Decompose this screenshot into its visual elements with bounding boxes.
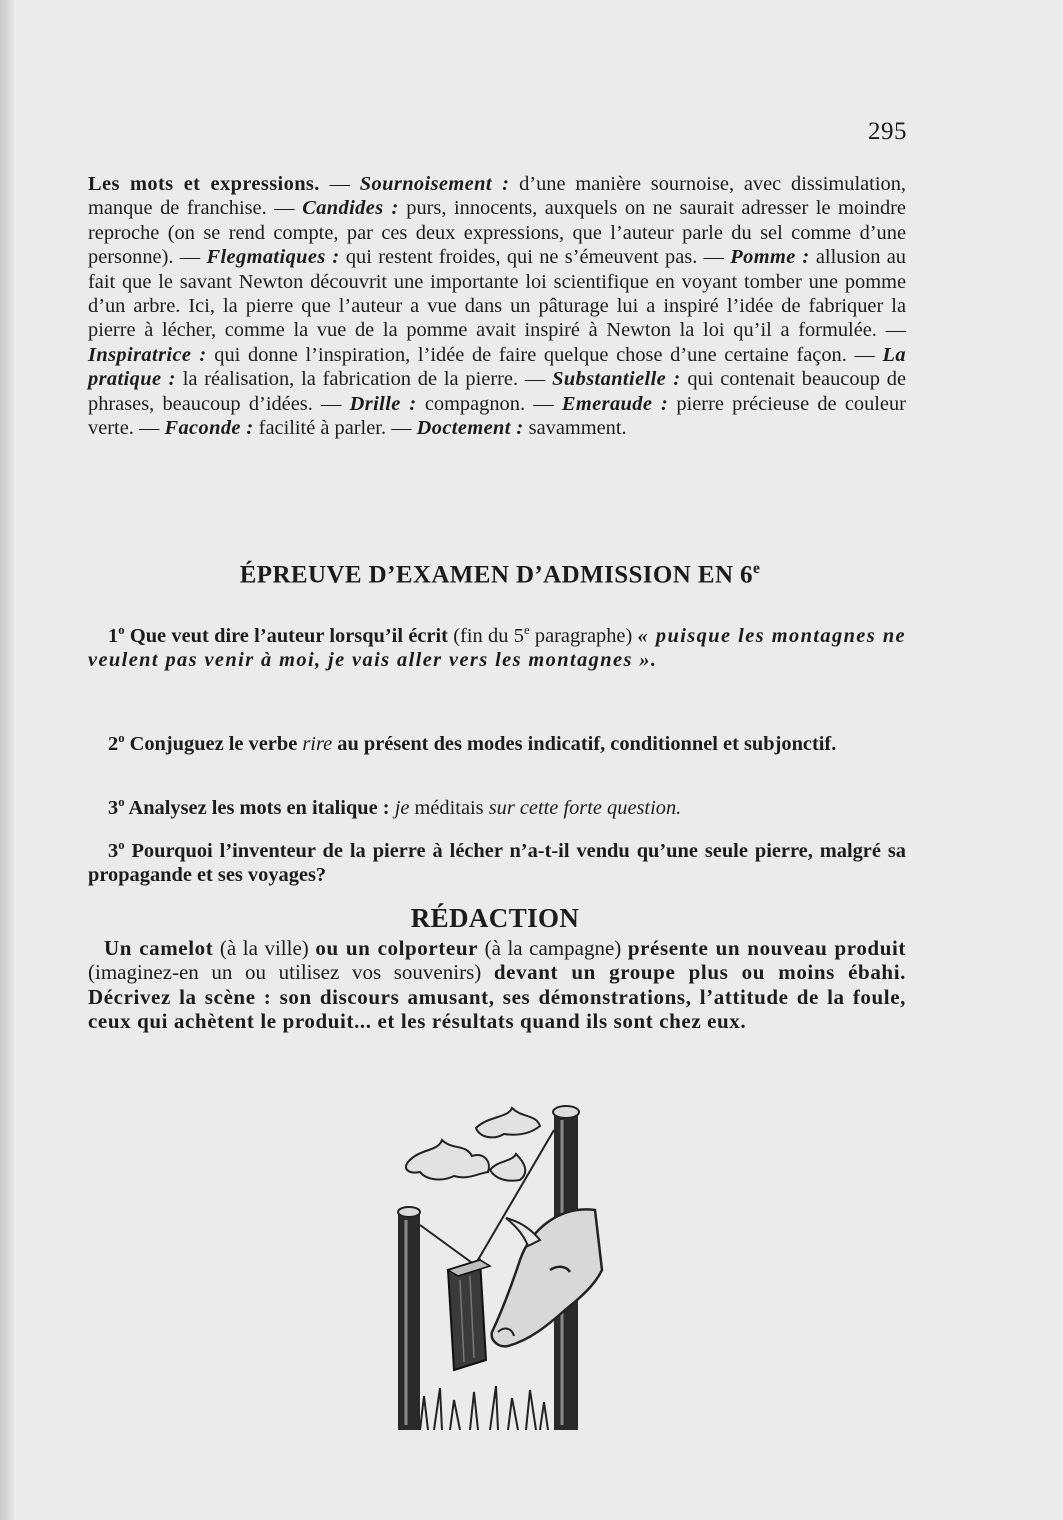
glossary-definition: purs, innocents, auxquels on ne saurait adresser le moindre reproche (on se rend compte, par ces deux expressions, que l’auteur parle du sel comme d’une personne). [88,197,906,269]
glossary-definition: qui donne l’inspiration, l’idée de faire quelque chose d’une certaine façon. [206,343,847,366]
glossary-term: Pomme : [730,246,810,269]
cow-licking-stone-illustration [380,1100,620,1430]
glossary-term: La pratique : [88,343,906,391]
glossary-definition: compagnon. [416,392,526,415]
glossary-term: Faconde : [164,417,254,440]
tall-post-top [553,1106,579,1118]
glossary-separator: — [525,392,562,415]
glossary-definition: d’une manière sournoise, avec dissimulation, manque de franchise. [88,173,906,220]
question-example-italic: je [394,796,410,819]
exam-section-title [0,560,1000,589]
question-number: 1 [108,624,119,647]
leaf-cluster-top [476,1108,540,1137]
question-number: 2 [108,732,119,755]
redaction-text-bold: ou un colporteur [315,936,479,960]
cow-head [492,1209,602,1346]
page-number: 295 [868,118,907,145]
exam-title-text: ÉPREUVE D’EXAMEN D’ADMISSION EN 6 [239,561,753,589]
redaction-text-plain: (imaginez-en un ou utilisez vos souvenirs) [88,960,494,985]
question-number: 3 [108,796,119,819]
question-text: Conjuguez le verbe [124,732,303,755]
redaction-section-title: RÉDACTION [410,903,580,933]
redaction-text-plain: (à la campagne) [478,936,628,960]
glossary-term: Doctement : [416,417,524,440]
glossary-separator: — [386,417,417,440]
question-number: 3 [108,839,119,862]
glossary-separator: — [876,319,906,342]
question-number-superscript: o [118,623,125,637]
question-text: Que veut dire l’auteur lorsqu’il écrit [124,624,454,647]
glossary-separator: — [133,417,165,440]
glossary-definition: pierre précieuse de couleur verte. [88,392,906,440]
glossary-term: Inspiratrice : [88,343,207,366]
short-fence-post [398,1210,420,1430]
question-quotation: « puisque les montagnes ne veulent pas venir à moi, je vais aller vers les montagnes ». [88,624,907,671]
leaf-cluster-left [406,1140,489,1179]
exam-question-4 [88,833,906,887]
page-binding-edge [0,0,14,1520]
question-text-end: au présent des modes indicatif, conditionnel et subjonctif. [332,732,837,755]
exam-question-2 [88,726,906,756]
question-verb: rire [302,732,333,755]
glossary-term: Substantielle : [552,368,681,391]
glossary-term: Sournoisement : [359,173,510,195]
glossary-term: Drille : [349,392,417,415]
glossary-term: Flegmatiques : [206,246,340,269]
glossary-paragraph [88,172,906,440]
question-text: Analysez les mots en italique : [124,796,395,819]
glossary-term: Candides : [302,197,399,220]
exam-question-3 [88,790,906,820]
redaction-text-bold: Un camelot [104,936,214,960]
glossary-separator: — [846,343,883,366]
glossary-separator: — [266,197,303,220]
exam-title-superscript: e [752,560,761,577]
exam-question-1 [88,618,906,672]
question-parenthetical-superscript: e [523,623,530,637]
question-parenthetical-end: paragraphe) [529,624,638,647]
glossary-definition: allusion au fait que le savant Newton découvrit une importante loi scientifique en voyant tomber une pomme d’un arbre. Ici, la pierre que l’auteur a vue dans un pâturage lui a inspiré l’idée de fabriquer la pierre à lécher, comme la vue de la pomme avait inspiré à Newton la loi qu’il a formulée. [88,246,906,342]
redaction-text-bold: devant un groupe plus ou moins ébahi. Décrivez la scène : son discours amusant, ses démonstrations, l’attitude de la foule, ceux qui achètent le produit... et les résultats quand ils sont chez eux. [88,960,906,1034]
glossary-separator: — [518,368,553,391]
redaction-paragraph [88,936,906,1034]
question-number-superscript: o [118,838,125,852]
glossary-definition: qui restent froides, qui ne s’émeuvent pas. [339,246,698,269]
glossary-separator: — [319,173,360,195]
question-parenthetical: (fin du 5 [453,624,524,647]
question-number-superscript: o [118,731,125,745]
glossary-definition: qui contenait beaucoup de phrases, beaucoup d’idées. [88,368,907,415]
glossary-lead: Les mots et expressions. [88,173,320,195]
salt-lick-stone [448,1260,486,1370]
glossary-definition: la réalisation, la fabrication de la pierre. [175,368,519,391]
question-text: Pourquoi l’inventeur de la pierre à lécher n’a-t-il vendu qu’une seule pierre, malgré sa propagande et ses voyages? [88,839,906,886]
glossary-term: Emeraude : [561,392,669,415]
question-example-italic-end: sur cette forte question. [488,796,682,819]
glossary-definition: savamment. [523,417,627,440]
glossary-separator: — [312,392,350,415]
glossary-definition: facilité à parler. [253,417,387,440]
short-post-top [398,1207,420,1217]
redaction-text-plain: (à la ville) [213,936,316,960]
glossary-separator: — [697,246,731,269]
leaf-cluster-mid [490,1154,525,1181]
question-number-superscript: o [118,795,125,809]
redaction-text-bold: présente un nouveau produit [627,936,906,960]
grass-tufts [420,1386,548,1430]
question-example-plain: méditais [409,796,489,819]
glossary-separator: — [173,246,207,269]
